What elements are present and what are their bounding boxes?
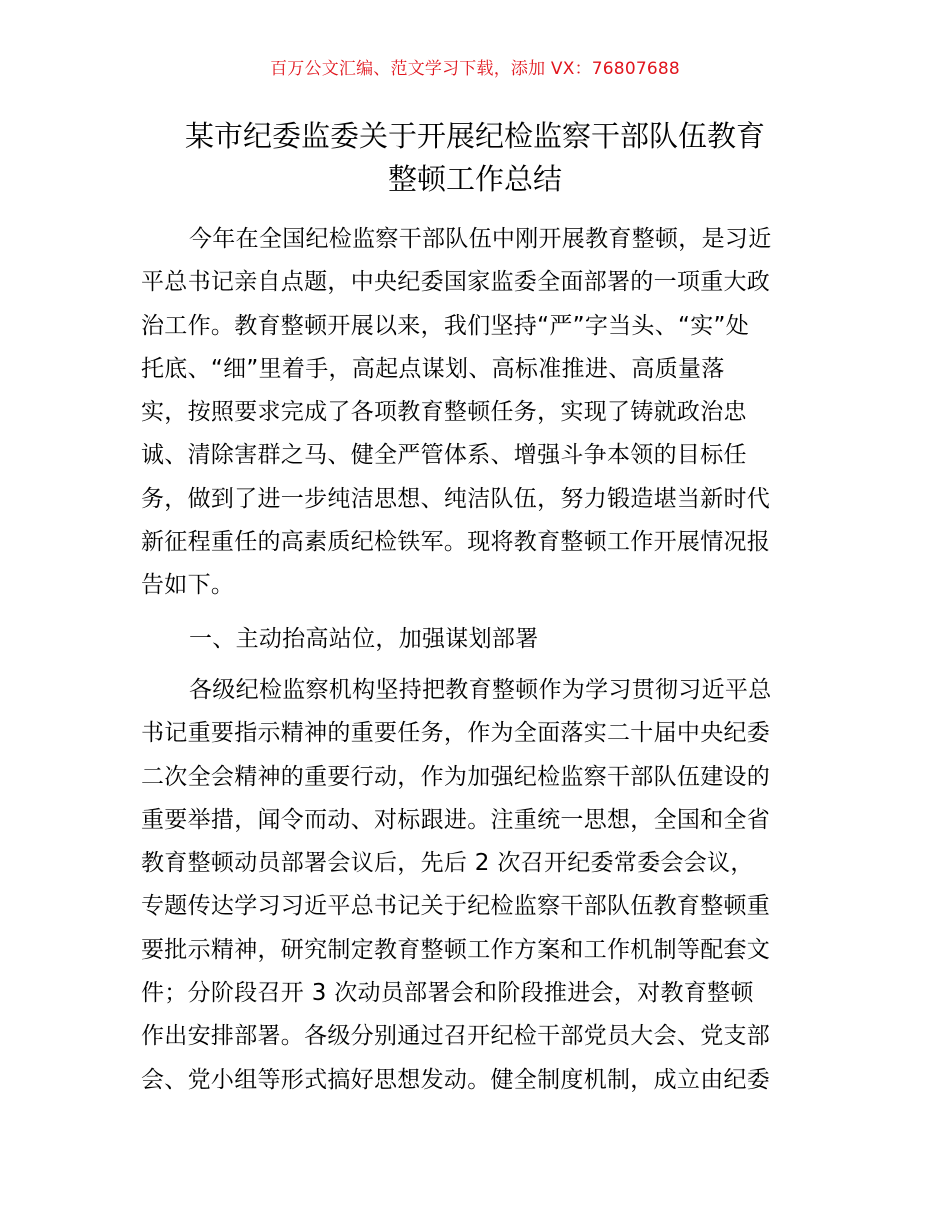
paragraph-line: 务，做到了进一步纯洁思想、纯洁队伍，努力锻造堪当新时代: [141, 485, 771, 512]
paragraph-line: 告如下。: [141, 572, 235, 599]
paragraph-line: 治工作。教育整顿开展以来，我们坚持“严”字当头、“实”处: [141, 312, 750, 339]
document-body: [141, 218, 811, 1102]
paragraph-line: 新征程重任的高素质纪检铁军。现将教育整顿工作开展情况报: [141, 529, 771, 556]
title-line-1: 某市纪委监委关于开展纪检监察干部队伍教育: [184, 119, 765, 153]
paragraph-line: 今年在全国纪检监察干部队伍中刚开展教育整顿，是习近: [189, 226, 772, 252]
document-title: [100, 115, 850, 201]
promo-header: 百万公文汇编、范文学习下载，添加 VX：76807688: [270, 59, 680, 79]
paragraph-line: 会、党小组等形式搞好思想发动。健全制度机制，成立由纪委: [141, 1066, 771, 1093]
paragraph-line: 实，按照要求完成了各项教育整顿任务，实现了铸就政治忠: [141, 399, 747, 426]
paragraph-line: 件；分阶段召开 3 次动员部署会和阶段推进会，对教育整顿: [141, 980, 754, 1007]
paragraph-line: 专题传达学习习近平总书记关于纪检监察干部队伍教育整顿重: [141, 893, 771, 920]
paragraph-line: 作出安排部署。各级分别通过召开纪检干部党员大会、党支部: [141, 1023, 771, 1050]
intro-paragraph: [141, 218, 811, 608]
paragraph-line: 重要举措，闻令而动、对标跟进。注重统一思想，全国和全省: [141, 806, 771, 833]
paragraph-line: 要批示精神，研究制定教育整顿工作方案和工作机制等配套文: [141, 936, 771, 963]
paragraph-line: 书记重要指示精神的重要任务，作为全面落实二十届中央纪委: [141, 720, 771, 747]
paragraph-line: 诚、清除害群之马、健全严管体系、增强斗争本领的目标任: [141, 442, 747, 469]
paragraph-line: 教育整顿动员部署会议后，先后 2 次召开纪委常委会会议，: [141, 850, 754, 877]
section-1-paragraph: [141, 669, 811, 1102]
title-line-2: 整顿工作总结: [387, 162, 562, 196]
paragraph-line: 各级纪检监察机构坚持把教育整顿作为学习贯彻习近平总: [189, 676, 772, 703]
section-heading-1: 一、主动抬高站位，加强谋划部署: [189, 625, 539, 652]
paragraph-line: 平总书记亲自点题，中央纪委国家监委全面部署的一项重大政: [141, 269, 771, 296]
paragraph-line: 二次全会精神的重要行动，作为加强纪检监察干部队伍建设的: [141, 763, 771, 790]
paragraph-line: 托底、“细”里着手，高起点谋划、高标准推进、高质量落: [141, 355, 725, 382]
